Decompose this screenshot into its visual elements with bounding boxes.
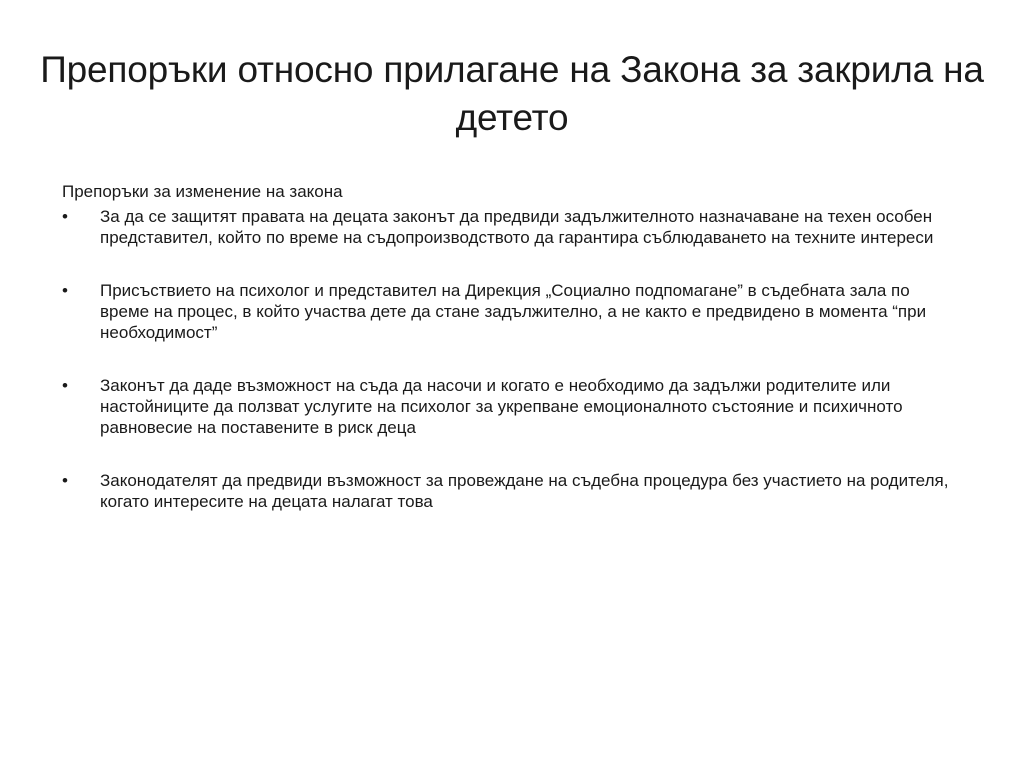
bullet-item — [62, 470, 962, 512]
bullet-text: Присъствието на психолог и представител на Дирекция „Социално подпомагане” в съдебната зала по време на процес, в който участва дете да стане задължително, а не както е предвидено в момента “при необходимост” — [100, 281, 927, 342]
slide-content — [62, 181, 962, 544]
bullet-item — [62, 206, 962, 248]
bullet-item — [62, 375, 962, 438]
bullet-item — [62, 280, 962, 343]
slide-title: Препоръки относно прилагане на Закона за закрила на детето — [40, 49, 984, 138]
bullet-list — [62, 206, 962, 512]
bullet-icon: • — [62, 207, 68, 226]
bullet-text: Законодателят да предвиди възможност за провеждане на съдебна процедура без участието на родителя, когато интересите на децата налагат това — [100, 471, 949, 511]
bullet-text: Законът да даде възможност на съда да насочи и когато е необходимо да задължи родителите или настойниците да ползват услугите на психолог за укрепване емоционалното състояние и психичното равновесие на поставените в риск деца — [100, 376, 903, 437]
section-heading: Препоръки за изменение на закона — [62, 182, 343, 201]
bullet-icon: • — [62, 281, 68, 300]
bullet-icon: • — [62, 471, 68, 490]
bullet-text: За да се защитят правата на децата законът да предвиди задължителното назначаване на техен особен представител, който по време на съдопроизводството да гарантира съблюдаването на техните интереси — [100, 207, 934, 247]
bullet-icon: • — [62, 376, 68, 395]
